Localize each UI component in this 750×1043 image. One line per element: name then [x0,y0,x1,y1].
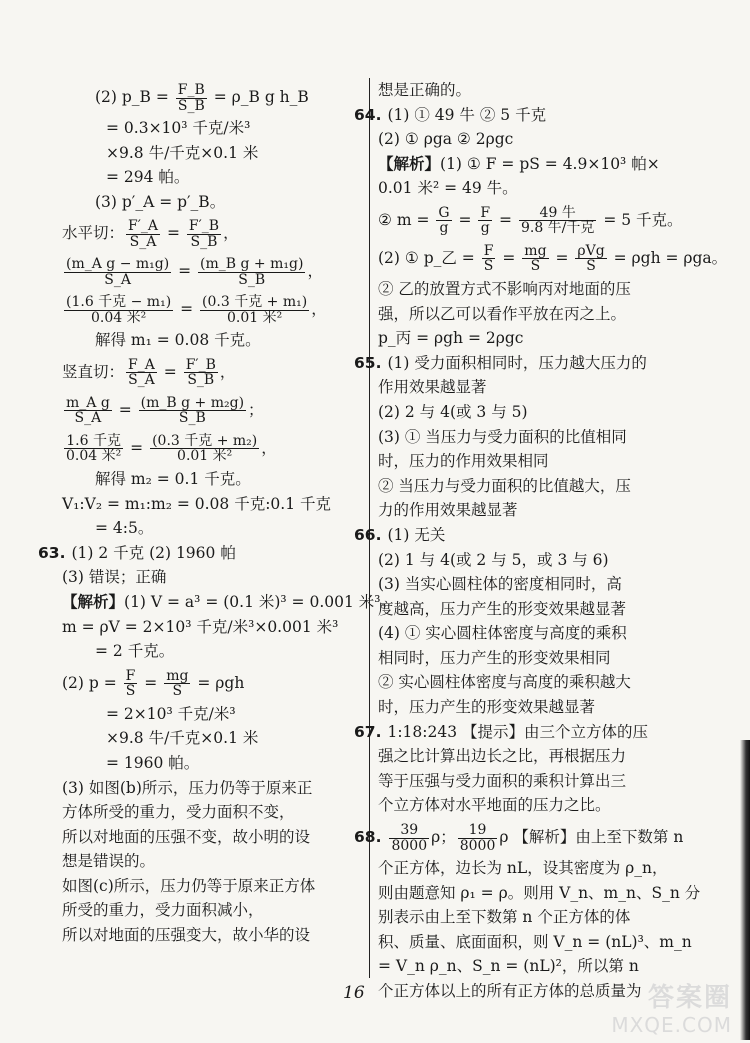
fraction [64,434,123,464]
line-text: 度越高，压力产生的形变效果越显著 [378,599,627,618]
line-text: 强，所以乙可以看作平放在丙之上。 [378,304,627,323]
line-text: 1:18:243 【提示】由三个立方体的压 [387,722,649,741]
equals-sign: = [113,400,137,419]
line-text: 想是正确的。 [378,81,472,99]
fraction-numerator: F′_B [188,218,220,235]
fraction-denominator: S_A [129,233,157,250]
fraction [200,295,309,325]
fraction-denominator: S_B [177,97,205,114]
line-text: 力的作用效果越显著 [378,501,518,520]
line-text: 0.01 米² = 49 牛。 [378,179,518,198]
line-text: 解得 m₂ = 0.1 千克。 [95,469,251,488]
fraction-numerator: F [483,242,494,259]
line-text: (1) V = a³ = (0.1 米)³ = 0.001 米³。 [124,592,396,611]
text-line [62,874,367,899]
line-text: = 0.3×10³ 千克/米³ [106,119,251,137]
fraction-denominator: S_A [74,410,102,427]
formula-suffix: ， [311,300,327,319]
fraction [184,358,218,388]
fraction-denominator: 9.8 牛/千克 [520,220,595,237]
line-text: 所以对地面的压强不变，故小明的设 [62,827,311,846]
equals-sign: = [173,262,197,281]
line-text: ×9.8 牛/千克×0.1 米 [106,729,259,748]
text-line [378,400,696,425]
text-line [378,375,696,400]
formula-suffix: ； [248,400,264,419]
text-line [62,825,367,850]
text-line [378,695,696,720]
fraction [187,219,221,249]
fraction-numerator: 39 [389,823,429,839]
fraction-numerator: F [480,204,491,221]
fraction [126,358,157,388]
equals-sign: = [125,438,149,457]
fraction [575,244,606,274]
fraction [124,669,138,699]
text-line [62,800,367,825]
line-text: (3) p′_A = p′_B。 [95,192,226,211]
formula-prefix: (2) p_B = [95,88,174,106]
text-line [378,881,701,906]
line-text: 所受的重力，受力面积减小， [62,901,264,920]
line-text: = 2×10³ 千克/米³ [106,704,236,723]
fraction-denominator: S_A [104,271,131,288]
text-line [378,127,696,152]
fraction-denominator: 8000 [391,837,428,854]
text-line [354,818,696,856]
fraction-numerator: F_B [177,81,205,98]
fraction-denominator: S_A [128,372,155,389]
fraction-numerator: (0.3 千克 + m₂) [152,432,258,449]
line-text: p_丙 = ρgh = 2ρgc [378,329,524,348]
watermark-logo: 答案圈 [647,983,732,1013]
equals-sign: = [158,362,182,381]
fraction-numerator: 1.6 千克 [64,434,123,450]
line-text: 时，压力的作用效果相同 [378,452,549,471]
line-text: (1) 受力面积相同时，压力越大压力的 [387,353,647,372]
text-line [62,726,367,751]
equals-sign: = [494,210,517,229]
line-text: = 2 千克。 [95,642,175,661]
text-line [378,425,696,450]
text-line [62,923,367,948]
fraction-denominator: S [586,258,596,275]
fraction-numerator: (m_B g + m₁g) [200,256,304,273]
fraction [176,83,207,113]
text-line [378,670,696,695]
text-line [62,516,367,541]
fraction [64,257,171,287]
fraction-numerator: F′_A [128,218,159,235]
analysis-tag: 【解析】 [378,153,441,173]
fraction [164,669,190,699]
line-text: (2) 2 与 4(或 3 与 5) [378,402,528,421]
fraction-denominator: 0.04 米² [90,309,147,326]
fraction [198,257,305,287]
line-text: (1) 无关 [387,525,446,544]
fraction-numerator: (m_B g + m₂g) [140,394,245,411]
text-line [354,351,696,376]
fraction-denominator: g [439,220,449,237]
fraction-numerator: mg [166,667,189,684]
text-line [62,702,367,727]
formula-prefix: 竖直切： [62,362,125,381]
fraction-numerator: m_A g [66,394,110,411]
equals-sign: = [162,224,185,243]
text-line [62,141,367,166]
text-line [62,78,367,116]
line-text: ② 实心圆柱体密度与高度的乘积越大 [378,673,631,692]
fraction [139,396,246,426]
line-text: 个正方体，边长为 nL，设其密度为 ρ_n， [378,859,668,878]
formula-prefix: (2) ① p_乙 = [378,248,480,267]
fraction-denominator: S [483,258,494,275]
text-line [378,449,696,474]
line-text: 解得 m₁ = 0.08 千克。 [95,331,261,350]
fraction [436,206,451,236]
fraction-numerator: ρVg [577,242,605,259]
formula-suffix: ρ 【解析】由上至下数第 n [499,828,684,847]
line-text: ×9.8 牛/千克×0.1 米 [106,143,259,162]
text-line [378,326,696,351]
line-text: (3) 当实心圆柱体的密度相同时，高 [378,575,622,594]
fraction-numerator: (m_A g − m₁g) [66,256,170,273]
fraction-numerator: 19 [458,823,498,839]
text-line [378,277,696,302]
fraction-numerator: G [438,204,450,221]
fraction-denominator: S_B [238,271,266,288]
fraction [64,295,173,325]
text-line [354,103,696,128]
line-text: (1) ① F = pS = 4.9×10³ 帕× [440,154,660,173]
line-text: 所以对地面的压强变大，故小华的设 [62,926,311,945]
formula-suffix: ， [261,438,277,457]
text-line [62,590,396,615]
line-text: = V_n ρ_n、S_n = (nL)²，所以第 n [378,957,639,976]
fraction-numerator: F [125,667,136,684]
text-line [62,214,367,252]
text-line [62,290,367,328]
text-line [378,474,696,499]
question-number: 66. [354,525,382,544]
line-text: 时，压力产生的形变效果越显著 [378,698,596,717]
text-line [62,615,367,640]
text-line [62,751,367,776]
equals-sign: = [497,248,521,267]
text-line [62,467,367,492]
fraction-numerator: F′_B [185,356,216,373]
fraction-denominator: 0.01 米² [177,448,233,465]
fraction-denominator: S_B [178,410,206,427]
fraction-numerator: (0.3 千克 + m₁) [202,294,308,311]
line-text: 积、质量、底面面积，则 V_n = (nL)³、m_n [378,932,692,951]
fraction-denominator: S [530,258,541,275]
text-line [62,252,367,290]
fraction-denominator: S [125,683,136,700]
text-line [38,541,367,566]
formula-suffix: ρ； [431,828,456,847]
text-line [62,898,367,923]
formula-suffix: = ρgh = ρga。 [608,248,728,267]
line-text: (1) ① 49 牛 ② 5 千克 [387,105,547,124]
fraction-denominator: 8000 [459,837,496,854]
line-text: (3) 如图(b)所示，压力仍等于原来正 [62,778,313,797]
equals-sign: = [139,673,163,692]
text-line [62,353,367,391]
fraction [389,823,429,853]
fraction-denominator: S_B [187,372,215,389]
text-line [378,597,696,622]
fraction-denominator: 0.04 米² [66,448,122,465]
line-text: 个正方体以上的所有正方体的总质量为 [378,982,642,1000]
line-text: 方体所受的重力，受力面积不变， [62,803,295,822]
formula-suffix: = ρ_B g h_B [208,88,309,106]
text-line [62,776,367,801]
text-line [378,152,696,177]
line-text: ② 当压力与受力面积的比值越大，压 [378,476,631,495]
question-number: 63. [38,543,66,562]
line-text: (3) 错误；正确 [62,568,167,587]
text-line [62,165,367,190]
text-line [62,429,367,467]
line-text: 个立方体对水平地面的压力之比。 [378,796,611,815]
text-line [378,239,728,277]
line-text: 相同时，压力产生的形变效果相同 [378,648,611,667]
text-line [378,572,696,597]
text-line [378,78,696,103]
text-line [378,930,696,955]
formula-suffix: = 5 千克。 [598,210,683,229]
text-line [378,793,696,818]
line-text: = 294 帕。 [106,168,190,187]
text-line [378,744,696,769]
text-line [354,523,696,548]
question-number: 67. [354,722,382,741]
text-line [378,201,696,239]
text-line [62,639,367,664]
equals-sign: = [550,248,574,267]
line-text: 想是错误的。 [62,852,156,871]
line-text: ② 乙的放置方式不影响丙对地面的压 [378,279,631,298]
fraction [522,244,548,274]
line-text: (1) 2 千克 (2) 1960 帕 [71,543,236,562]
fraction-denominator: S_B [190,233,218,250]
formula-suffix: ， [219,362,236,381]
question-number: 68. [354,828,382,847]
text-line [378,621,696,646]
formula-prefix: (2) p = [62,673,122,692]
fraction-numerator: F_A [128,356,155,373]
text-line [378,646,696,671]
text-line [378,176,696,201]
fraction [478,206,492,236]
fraction-denominator: S [172,683,183,700]
text-line [62,492,367,517]
line-text: (3) ① 当压力与受力面积的比值相同 [378,427,627,446]
text-line [378,905,696,930]
fraction [458,823,498,853]
fraction [150,434,259,464]
fraction-numerator: 49 牛 [519,206,596,222]
question-number: 65. [354,353,382,372]
fraction-denominator: g [480,220,490,237]
text-line [62,391,367,429]
formula-suffix: ， [307,262,323,281]
line-text: V₁:V₂ = m₁:m₂ = 0.08 千克:0.1 千克 [62,494,332,513]
text-line [378,856,696,881]
line-text: 如图(c)所示，压力仍等于原来正方体 [62,876,316,895]
formula-prefix: 水平切： [62,224,125,243]
fraction-denominator: 0.01 米² [226,309,283,326]
text-line [378,548,696,573]
line-text: = 4:5。 [95,519,154,538]
text-line [62,328,367,353]
fraction [482,244,496,274]
formula-suffix: ， [223,224,239,243]
line-text: (4) ① 实心圆柱体密度与高度的乘积 [378,624,627,643]
line-text: 等于压强与受力面积的乘积计算出三 [378,771,627,790]
text-line [62,565,367,590]
line-text: 强之比计算出边长之比，再根据压力 [378,747,627,766]
text-line [62,190,367,215]
line-text: 则由题意知 ρ₁ = ρ。则用 V_n、m_n、S_n 分 [378,883,701,902]
page-edge-shadow [740,740,750,1040]
line-text: m = ρV = 2×10³ 千克/米³×0.001 米³ [62,617,339,636]
formula-prefix: ② m = [378,210,435,229]
equals-sign: = [453,210,477,229]
equals-sign: = [175,300,199,319]
fraction-numerator: mg [524,242,547,259]
line-text: (2) 1 与 4(或 2 与 5，或 3 与 6) [378,550,609,569]
text-line [62,849,367,874]
text-line [62,664,367,702]
question-number: 64. [354,105,382,124]
watermark [582,977,732,1037]
line-text: 别表示由上至下数第 n 个正方体的体 [378,908,631,927]
text-line [354,720,696,745]
line-text: (2) ① ρga ② 2ρgc [378,130,514,149]
fraction [519,206,596,236]
text-line [378,954,696,979]
formula-suffix: = ρgh [192,673,245,692]
line-text: = 1960 帕。 [106,753,200,772]
text-line [62,116,367,141]
line-text: 作用效果越显著 [378,378,487,397]
text-line [378,302,696,327]
text-line [378,769,696,794]
fraction [126,219,160,249]
watermark-url: MXQE.COM [611,1013,732,1037]
fraction-numerator: (1.6 千克 − m₁) [66,294,172,311]
analysis-tag: 【解析】 [62,591,125,611]
text-line [378,498,696,523]
page-number: 16 [343,983,365,1003]
fraction [64,396,112,426]
